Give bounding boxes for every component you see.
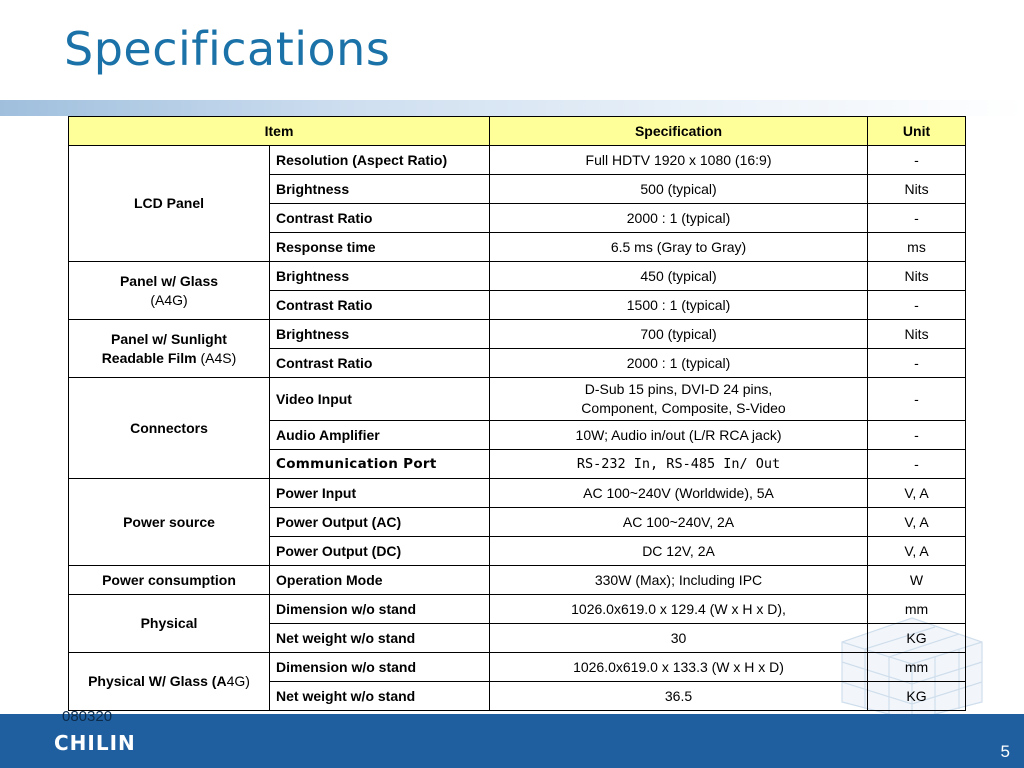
row-label: Brightness bbox=[270, 320, 490, 349]
group-panel-sunlight-film bbox=[69, 320, 270, 378]
group-label-line2: Readable Film bbox=[101, 349, 197, 366]
table-row bbox=[69, 653, 966, 682]
group-physical-glass bbox=[69, 653, 270, 711]
group-label: Panel w/ Sunlight bbox=[111, 330, 227, 347]
row-label: Net weight w/o stand bbox=[270, 682, 490, 711]
row-spec: 36.5 bbox=[490, 682, 868, 711]
table-row bbox=[69, 566, 966, 595]
row-spec: 2000 : 1 (typical) bbox=[490, 204, 868, 233]
row-unit: - bbox=[868, 204, 966, 233]
slide-title: Specifications bbox=[64, 22, 391, 76]
row-label: Power Input bbox=[270, 479, 490, 508]
row-spec: 1500 : 1 (typical) bbox=[490, 291, 868, 320]
row-unit: - bbox=[868, 450, 966, 479]
row-unit: - bbox=[868, 378, 966, 421]
spec-line-2: Component, Composite, S-Video bbox=[581, 400, 786, 416]
row-label: Dimension w/o stand bbox=[270, 653, 490, 682]
table-row bbox=[69, 479, 966, 508]
specifications-table bbox=[68, 116, 966, 711]
date-code: 080320 bbox=[62, 708, 113, 725]
row-unit: mm bbox=[868, 653, 966, 682]
row-spec: RS-232 In, RS-485 In/ Out bbox=[490, 450, 868, 479]
row-label: Brightness bbox=[270, 175, 490, 204]
table-row bbox=[69, 378, 966, 421]
group-label: Panel w/ Glass bbox=[119, 272, 219, 289]
title-underline-band bbox=[0, 100, 1024, 116]
row-unit: W bbox=[868, 566, 966, 595]
row-unit: KG bbox=[868, 682, 966, 711]
group-model: (A4G) bbox=[150, 291, 188, 308]
row-unit: Nits bbox=[868, 262, 966, 291]
table-row bbox=[69, 595, 966, 624]
row-unit: - bbox=[868, 421, 966, 450]
group-label: Physical W/ Glass (A bbox=[88, 673, 227, 689]
row-label: Operation Mode bbox=[270, 566, 490, 595]
row-unit: Nits bbox=[868, 175, 966, 204]
group-power-source: Power source bbox=[69, 479, 270, 566]
row-spec: 450 (typical) bbox=[490, 262, 868, 291]
group-lcd-panel: LCD Panel bbox=[69, 146, 270, 262]
header-item: Item bbox=[69, 117, 490, 146]
row-spec: 1026.0x619.0 x 129.4 (W x H x D), bbox=[490, 595, 868, 624]
row-unit: Nits bbox=[868, 320, 966, 349]
row-spec bbox=[490, 378, 868, 421]
row-spec: 330W (Max); Including IPC bbox=[490, 566, 868, 595]
group-connectors: Connectors bbox=[69, 378, 270, 479]
row-unit: KG bbox=[868, 624, 966, 653]
table-row bbox=[69, 320, 966, 349]
row-spec: Full HDTV 1920 x 1080 (16:9) bbox=[490, 146, 868, 175]
row-unit: V, A bbox=[868, 479, 966, 508]
table-row bbox=[69, 146, 966, 175]
row-label: Power Output (AC) bbox=[270, 508, 490, 537]
row-spec: 500 (typical) bbox=[490, 175, 868, 204]
row-spec: 700 (typical) bbox=[490, 320, 868, 349]
row-label: Contrast Ratio bbox=[270, 291, 490, 320]
row-label: Contrast Ratio bbox=[270, 204, 490, 233]
row-unit: - bbox=[868, 291, 966, 320]
row-label: Brightness bbox=[270, 262, 490, 291]
table-row bbox=[69, 262, 966, 291]
row-spec: DC 12V, 2A bbox=[490, 537, 868, 566]
row-spec: AC 100~240V, 2A bbox=[490, 508, 868, 537]
row-unit: - bbox=[868, 146, 966, 175]
row-label: Communication Port bbox=[270, 450, 490, 479]
row-label: Response time bbox=[270, 233, 490, 262]
row-spec: 10W; Audio in/out (L/R RCA jack) bbox=[490, 421, 868, 450]
row-label: Power Output (DC) bbox=[270, 537, 490, 566]
row-unit: ms bbox=[868, 233, 966, 262]
group-model: (A4S) bbox=[200, 349, 237, 366]
group-power-consumption: Power consumption bbox=[69, 566, 270, 595]
row-spec: AC 100~240V (Worldwide), 5A bbox=[490, 479, 868, 508]
header-specification: Specification bbox=[490, 117, 868, 146]
group-model: 4G) bbox=[226, 673, 250, 689]
group-panel-glass bbox=[69, 262, 270, 320]
row-unit: mm bbox=[868, 595, 966, 624]
row-unit: V, A bbox=[868, 508, 966, 537]
table-header-row bbox=[69, 117, 966, 146]
row-spec: 6.5 ms (Gray to Gray) bbox=[490, 233, 868, 262]
row-spec: 30 bbox=[490, 624, 868, 653]
row-label: Contrast Ratio bbox=[270, 349, 490, 378]
row-label: Audio Amplifier bbox=[270, 421, 490, 450]
header-unit: Unit bbox=[868, 117, 966, 146]
group-physical: Physical bbox=[69, 595, 270, 653]
row-unit: - bbox=[868, 349, 966, 378]
chilin-logo: CHILIN bbox=[54, 731, 136, 755]
footer-band bbox=[0, 714, 1024, 768]
row-spec: 2000 : 1 (typical) bbox=[490, 349, 868, 378]
row-unit: V, A bbox=[868, 537, 966, 566]
row-label: Video Input bbox=[270, 378, 490, 421]
page-number: 5 bbox=[1000, 742, 1010, 761]
spec-line-1: D-Sub 15 pins, DVI-D 24 pins, bbox=[584, 381, 773, 397]
row-label: Net weight w/o stand bbox=[270, 624, 490, 653]
row-label: Resolution (Aspect Ratio) bbox=[270, 146, 490, 175]
row-spec: 1026.0x619.0 x 133.3 (W x H x D) bbox=[490, 653, 868, 682]
row-label: Dimension w/o stand bbox=[270, 595, 490, 624]
